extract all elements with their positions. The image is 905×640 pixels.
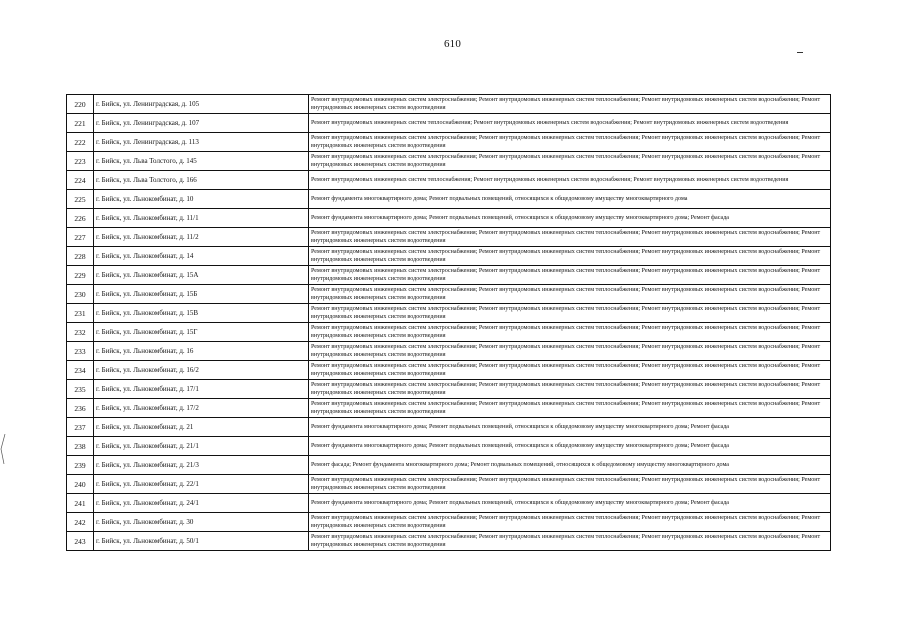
table-row (67, 209, 831, 228)
row-address: г. Бийск, ул. Льнокомбинат, д. 16 (94, 342, 309, 361)
row-number: 241 (67, 494, 94, 513)
row-works: Ремонт внутридомовых инженерных систем электроснабжения; Ремонт внутридомовых инженерных систем теплоснабжения; Ремонт внутридомовых инженерных систем водоснабжения; Ремонт внутридомовых инженерных систем водоотведения (309, 266, 831, 285)
page-number: 610 (443, 38, 462, 50)
row-works: Ремонт внутридомовых инженерных систем теплоснабжения; Ремонт внутридомовых инженерных систем водоснабжения; Ремонт внутридомовых инженерных систем водоотведения (309, 114, 831, 133)
row-number: 242 (67, 513, 94, 532)
row-address: г. Бийск, ул. Льнокомбинат, д. 21 (94, 418, 309, 437)
row-number: 229 (67, 266, 94, 285)
page-dash-mark (797, 52, 803, 53)
row-address: г. Бийск, ул. Льнокомбинат, д. 15Б (94, 285, 309, 304)
table-row (67, 190, 831, 209)
row-number: 222 (67, 133, 94, 152)
table-row (67, 475, 831, 494)
row-works: Ремонт фундамента многоквартирного дома; Ремонт подвальных помещений, относящихся к общедомовому имуществу многоквартирного дома; Ремонт фасада (309, 437, 831, 456)
table-row (67, 399, 831, 418)
table-row (67, 494, 831, 513)
row-address: г. Бийск, ул. Льнокомбинат, д. 11/2 (94, 228, 309, 247)
table-row (67, 171, 831, 190)
row-number: 232 (67, 323, 94, 342)
row-works: Ремонт внутридомовых инженерных систем электроснабжения; Ремонт внутридомовых инженерных систем теплоснабжения; Ремонт внутридомовых инженерных систем водоснабжения; Ремонт внутридомовых инженерных систем водоотведения (309, 228, 831, 247)
row-works: Ремонт внутридомовых инженерных систем электроснабжения; Ремонт внутридомовых инженерных систем теплоснабжения; Ремонт внутридомовых инженерных систем водоснабжения; Ремонт внутридомовых инженерных систем водоотведения (309, 285, 831, 304)
row-works: Ремонт внутридомовых инженерных систем электроснабжения; Ремонт внутридомовых инженерных систем теплоснабжения; Ремонт внутридомовых инженерных систем водоснабжения; Ремонт внутридомовых инженерных систем водоотведения (309, 304, 831, 323)
row-address: г. Бийск, ул. Льнокомбинат, д. 15В (94, 304, 309, 323)
row-works: Ремонт внутридомовых инженерных систем электроснабжения; Ремонт внутридомовых инженерных систем теплоснабжения; Ремонт внутридомовых инженерных систем водоснабжения; Ремонт внутридомовых инженерных систем водоотведения (309, 342, 831, 361)
table-row (67, 323, 831, 342)
row-number: 230 (67, 285, 94, 304)
row-address: г. Бийск, ул. Льнокомбинат, д. 15Г (94, 323, 309, 342)
table-row (67, 361, 831, 380)
row-number: 238 (67, 437, 94, 456)
row-address: г. Бийск, ул. Льнокомбинат, д. 14 (94, 247, 309, 266)
row-number: 237 (67, 418, 94, 437)
table-row (67, 266, 831, 285)
table-row (67, 513, 831, 532)
row-number: 240 (67, 475, 94, 494)
row-works: Ремонт внутридомовых инженерных систем электроснабжения; Ремонт внутридомовых инженерных систем теплоснабжения; Ремонт внутридомовых инженерных систем водоснабжения; Ремонт внутридомовых инженерных систем водоотведения (309, 380, 831, 399)
row-address: г. Бийск, ул. Льнокомбинат, д. 17/1 (94, 380, 309, 399)
row-works: Ремонт внутридомовых инженерных систем электроснабжения; Ремонт внутридомовых инженерных систем теплоснабжения; Ремонт внутридомовых инженерных систем водоснабжения; Ремонт внутридомовых инженерных систем водоотведения (309, 95, 831, 114)
row-number: 235 (67, 380, 94, 399)
row-works: Ремонт внутридомовых инженерных систем электроснабжения; Ремонт внутридомовых инженерных систем теплоснабжения; Ремонт внутридомовых инженерных систем водоснабжения; Ремонт внутридомовых инженерных систем водоотведения (309, 475, 831, 494)
table-row (67, 95, 831, 114)
row-address: г. Бийск, ул. Ленинградская, д. 105 (94, 95, 309, 114)
table-row (67, 114, 831, 133)
row-works: Ремонт фундамента многоквартирного дома; Ремонт подвальных помещений, относящихся к общедомовому имуществу многоквартирного дома; Ремонт фасада (309, 209, 831, 228)
row-address: г. Бийск, ул. Льва Толстого, д. 166 (94, 171, 309, 190)
row-address: г. Бийск, ул. Льнокомбинат, д. 10 (94, 190, 309, 209)
table-row (67, 247, 831, 266)
row-address: г. Бийск, ул. Льва Толстого, д. 145 (94, 152, 309, 171)
row-works: Ремонт внутридомовых инженерных систем электроснабжения; Ремонт внутридомовых инженерных систем теплоснабжения; Ремонт внутридомовых инженерных систем водоснабжения; Ремонт внутридомовых инженерных систем водоотведения (309, 152, 831, 171)
table-row (67, 228, 831, 247)
row-works: Ремонт внутридомовых инженерных систем теплоснабжения; Ремонт внутридомовых инженерных систем водоснабжения; Ремонт внутридомовых инженерных систем водоотведения (309, 171, 831, 190)
row-number: 223 (67, 152, 94, 171)
table-row (67, 152, 831, 171)
row-number: 236 (67, 399, 94, 418)
row-address: г. Бийск, ул. Льнокомбинат, д. 17/2 (94, 399, 309, 418)
row-address: г. Бийск, ул. Льнокомбинат, д. 11/1 (94, 209, 309, 228)
row-works: Ремонт внутридомовых инженерных систем электроснабжения; Ремонт внутридомовых инженерных систем теплоснабжения; Ремонт внутридомовых инженерных систем водоснабжения; Ремонт внутридомовых инженерных систем водоотведения (309, 133, 831, 152)
row-works: Ремонт внутридомовых инженерных систем электроснабжения; Ремонт внутридомовых инженерных систем теплоснабжения; Ремонт внутридомовых инженерных систем водоснабжения; Ремонт внутридомовых инженерных систем водоотведения (309, 399, 831, 418)
row-number: 226 (67, 209, 94, 228)
row-number: 221 (67, 114, 94, 133)
row-address: г. Бийск, ул. Ленинградская, д. 107 (94, 114, 309, 133)
table-row (67, 285, 831, 304)
row-number: 243 (67, 532, 94, 551)
table-row (67, 133, 831, 152)
row-address: г. Бийск, ул. Льнокомбинат, д. 21/3 (94, 456, 309, 475)
row-address: г. Бийск, ул. Льнокомбинат, д. 22/1 (94, 475, 309, 494)
row-works: Ремонт фундамента многоквартирного дома; Ремонт подвальных помещений, относящихся к общедомовому имуществу многоквартирного дома; Ремонт фасада (309, 418, 831, 437)
row-works: Ремонт фундамента многоквартирного дома; Ремонт подвальных помещений, относящихся к общедомовому имуществу многоквартирного дома (309, 190, 831, 209)
row-works: Ремонт фасада; Ремонт фундамента многоквартирного дома; Ремонт подвальных помещений, относящихся к общедомовому имуществу многоквартирного дома (309, 456, 831, 475)
row-works: Ремонт внутридомовых инженерных систем электроснабжения; Ремонт внутридомовых инженерных систем теплоснабжения; Ремонт внутридомовых инженерных систем водоснабжения; Ремонт внутридомовых инженерных систем водоотведения (309, 247, 831, 266)
row-number: 220 (67, 95, 94, 114)
row-address: г. Бийск, ул. Льнокомбинат, д. 50/1 (94, 532, 309, 551)
row-address: г. Бийск, ул. Ленинградская, д. 113 (94, 133, 309, 152)
row-number: 224 (67, 171, 94, 190)
row-number: 233 (67, 342, 94, 361)
row-address: г. Бийск, ул. Льнокомбинат, д. 30 (94, 513, 309, 532)
row-address: г. Бийск, ул. Льнокомбинат, д. 15А (94, 266, 309, 285)
table-row (67, 418, 831, 437)
table-row (67, 532, 831, 551)
row-address: г. Бийск, ул. Льнокомбинат, д. 16/2 (94, 361, 309, 380)
row-number: 239 (67, 456, 94, 475)
scan-edge-mark (0, 434, 6, 464)
row-number: 225 (67, 190, 94, 209)
table-row (67, 456, 831, 475)
table-row (67, 342, 831, 361)
row-works: Ремонт внутридомовых инженерных систем электроснабжения; Ремонт внутридомовых инженерных систем теплоснабжения; Ремонт внутридомовых инженерных систем водоснабжения; Ремонт внутридомовых инженерных систем водоотведения (309, 532, 831, 551)
row-number: 227 (67, 228, 94, 247)
row-works: Ремонт фундамента многоквартирного дома; Ремонт подвальных помещений, относящихся к общедомовому имуществу многоквартирного дома; Ремонт фасада (309, 494, 831, 513)
table-row (67, 380, 831, 399)
row-number: 228 (67, 247, 94, 266)
row-works: Ремонт внутридомовых инженерных систем электроснабжения; Ремонт внутридомовых инженерных систем теплоснабжения; Ремонт внутридомовых инженерных систем водоснабжения; Ремонт внутридомовых инженерных систем водоотведения (309, 513, 831, 532)
row-works: Ремонт внутридомовых инженерных систем электроснабжения; Ремонт внутридомовых инженерных систем теплоснабжения; Ремонт внутридомовых инженерных систем водоснабжения; Ремонт внутридомовых инженерных систем водоотведения (309, 323, 831, 342)
row-number: 234 (67, 361, 94, 380)
row-address: г. Бийск, ул. Льнокомбинат, д. 24/1 (94, 494, 309, 513)
row-address: г. Бийск, ул. Льнокомбинат, д. 21/1 (94, 437, 309, 456)
table-row (67, 437, 831, 456)
housing-repair-table (66, 94, 831, 551)
row-number: 231 (67, 304, 94, 323)
table-row (67, 304, 831, 323)
row-works: Ремонт внутридомовых инженерных систем электроснабжения; Ремонт внутридомовых инженерных систем теплоснабжения; Ремонт внутридомовых инженерных систем водоснабжения; Ремонт внутридомовых инженерных систем водоотведения (309, 361, 831, 380)
